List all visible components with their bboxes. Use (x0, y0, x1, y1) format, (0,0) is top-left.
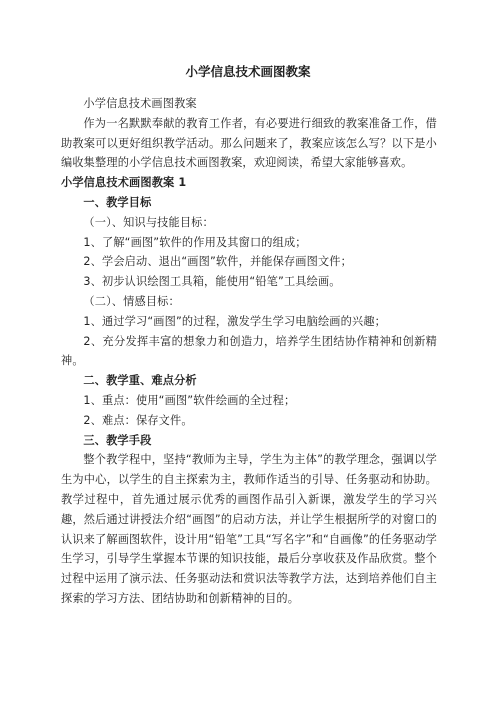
subheading-knowledge-skills: （一）、知识与技能目标： (83, 215, 214, 229)
intro-paragraph: 作为一名默默奉献的教育工作者，有必要进行细致的教案准备工作，借助教案可以更好组织教学活动。那么问题来了，教案应该怎么写？以下是小编收集整理的小学信息技术画图教案，欢迎阅读，希望大家能够喜欢。 (61, 116, 437, 170)
list-item: 2、学会启动、退出“画图”软件，并能保存画图文件； (83, 255, 352, 269)
list-item: 2、充分发挥丰富的想象力和创造力，培养学生团结协作精神和创新精神。 (61, 334, 437, 368)
list-item: 1、重点：使用“画图”软件绘画的全过程； (83, 393, 296, 407)
section-heading-objectives: 一、教学目标 (83, 195, 152, 209)
list-item: 1、通过学习“画图”的过程，激发学生学习电脑绘画的兴趣； (83, 314, 386, 328)
teaching-methods-paragraph: 整个教学程中，坚持“教师为主导，学生为主体”的教学理念，强调以学生为中心，以学生的自主探索为主，教师作适当的引导、任务驱动和协助。教学过程中，首先通过展示优秀的画图作品引入新课，激发学生的学习兴趣，然后通过讲授法介绍“画图”的启动方法，并让学生根据所学的对窗口的认识来了解画图软件，设计用“铅笔”工具“写名字”和“自画像”的任务驱动学生学习，引导学生掌握本节课的知识技能，最后分享收获及作品欣赏。整个过程中运用了演示法、任务驱动法和赏识法等教学方法，达到培养他们自主探索的学习方法、团结协助和创新精神的目的。 (61, 453, 437, 605)
list-item: 3、初步认识绘图工具箱，能使用“铅笔”工具绘画。 (83, 275, 341, 289)
subheading-emotional: （二）、情感目标： (83, 294, 180, 308)
intro-title: 小学信息技术画图教案 (83, 97, 197, 110)
document-title: 小学信息技术画图教案 (185, 64, 311, 79)
list-item: 1、了解“画图”软件的作用及其窗口的组成； (83, 235, 307, 249)
document-body (61, 94, 437, 609)
section-heading-teaching-methods: 三、教学手段 (83, 433, 152, 447)
section-heading-key-points: 二、教学重、难点分析 (83, 374, 197, 388)
list-item: 2、难点：保存文件。 (83, 413, 193, 427)
lesson-heading: 小学信息技术画图教案 1 (61, 176, 187, 190)
